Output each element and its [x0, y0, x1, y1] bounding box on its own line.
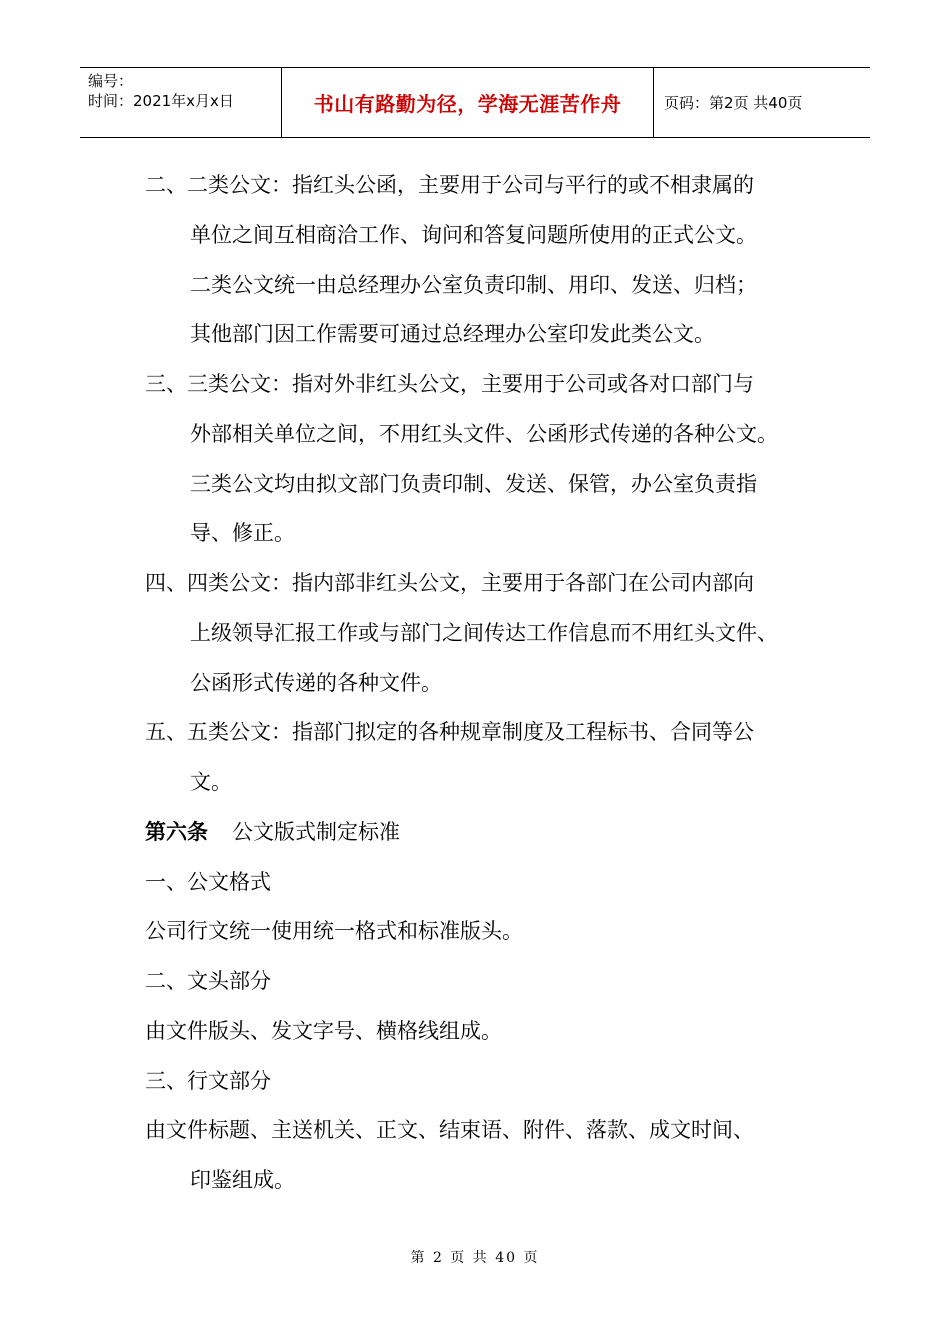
header-meta	[80, 68, 282, 137]
paragraph-line: 二、二类公文：指红头公函，主要用于公司与平行的或不相隶属的	[145, 173, 754, 197]
section-heading: 一、公文格式	[145, 870, 271, 894]
paragraph-line: 三类公文均由拟文部门负责印制、发送、保管，办公室负责指	[190, 472, 757, 496]
paragraph-line: 由文件版头、发文字号、横格线组成。	[145, 1019, 502, 1043]
document-time-label: 时间：2021年x月x日	[88, 92, 234, 110]
page-footer: 第 2 页 共 40 页	[410, 1250, 540, 1266]
paragraph-line: 文。	[190, 770, 232, 794]
paragraph-line: 三、三类公文：指对外非红头公文，主要用于公司或各对口部门与	[145, 372, 754, 396]
paragraph-line: 其他部门因工作需要可通过总经理办公室印发此类公文。	[190, 322, 715, 346]
paragraph-line: 由文件标题、主送机关、正文、结束语、附件、落款、成文时间、	[145, 1118, 754, 1142]
article-title: 公文版式制定标准	[232, 820, 400, 844]
paragraph-line: 五、五类公文：指部门拟定的各种规章制度及工程标书、合同等公	[145, 720, 754, 744]
paragraph-line: 公司行文统一使用统一格式和标准版头。	[145, 919, 523, 943]
section-heading: 三、行文部分	[145, 1069, 271, 1093]
paragraph-line: 公函形式传递的各种文件。	[190, 671, 442, 695]
paragraph-line: 二类公文统一由总经理办公室负责印制、用印、发送、归档；	[190, 273, 757, 297]
paragraph-line: 印鉴组成。	[190, 1168, 295, 1192]
page-header	[80, 67, 870, 138]
paragraph-line: 上级领导汇报工作或与部门之间传达工作信息而不用红头文件、	[190, 621, 778, 645]
paragraph-line: 导、修正。	[190, 521, 295, 545]
document-number-label: 编号：	[88, 72, 134, 90]
paragraph-line: 外部相关单位之间，不用红头文件、公函形式传递的各种公文。	[190, 422, 778, 446]
article-heading	[145, 819, 400, 845]
section-heading: 二、文头部分	[145, 969, 271, 993]
paragraph-line: 四、四类公文：指内部非红头公文，主要用于各部门在公司内部向	[145, 571, 754, 595]
header-motto: 书山有路勤为径，学海无涯苦作舟	[282, 68, 654, 137]
header-page-code: 页码：第2页 共40页	[664, 94, 803, 112]
paragraph-line: 单位之间互相商洽工作、询问和答复问题所使用的正式公文。	[190, 223, 757, 247]
article-number: 第六条	[145, 820, 208, 844]
